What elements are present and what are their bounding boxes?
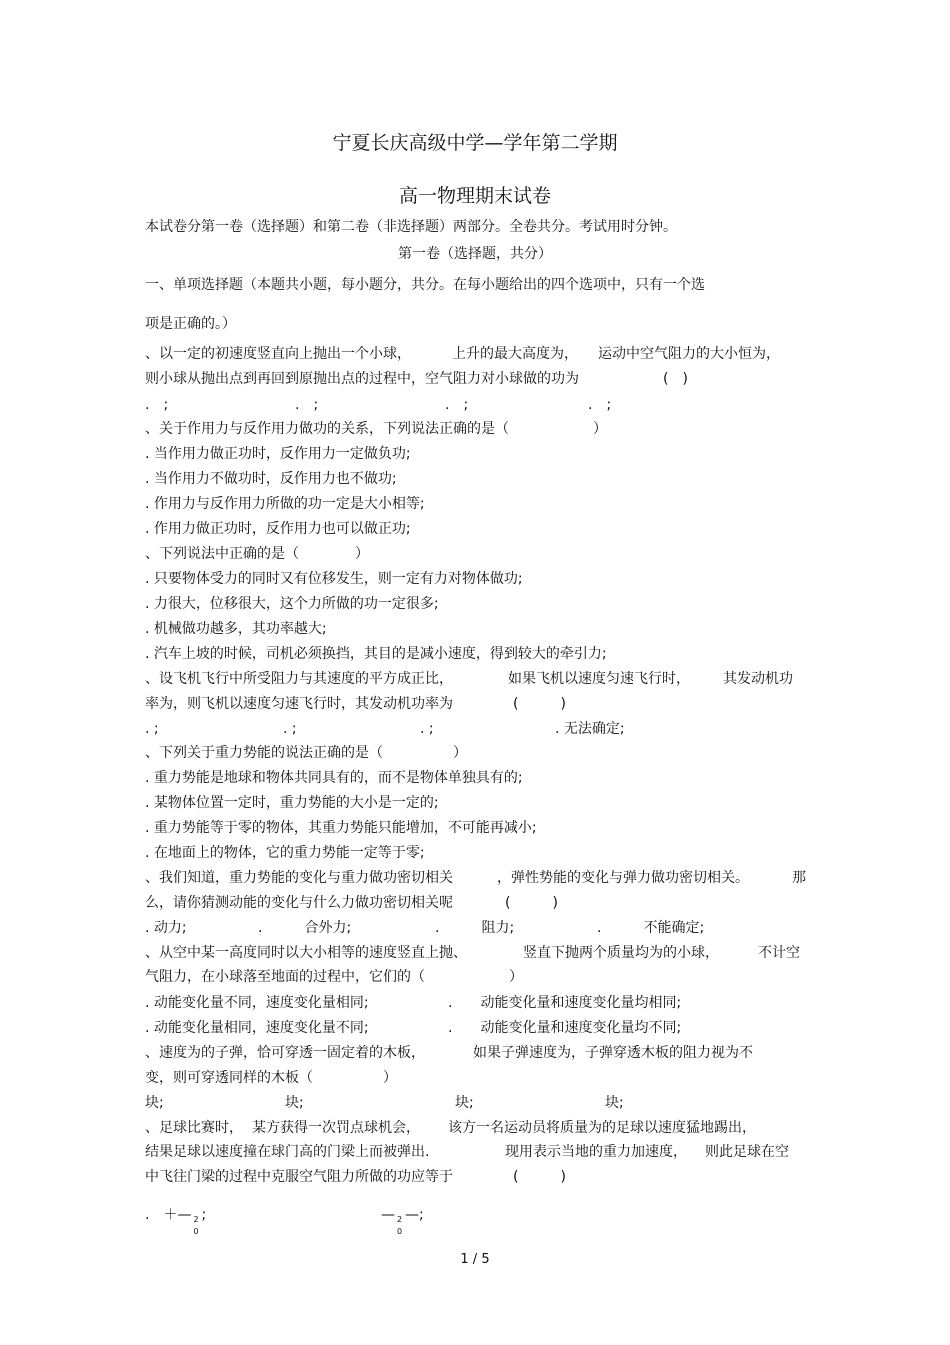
q9-stem-line3 — [145, 1168, 845, 1186]
document-subtitle: 高一物理期末试卷 — [398, 185, 551, 207]
q8-option-c: 块; — [455, 1095, 474, 1111]
q8-option-b: 块; — [285, 1095, 304, 1111]
q4-stem-part: 率为，则飞机以速度匀速飞行时，其发动机功率为 — [145, 696, 453, 712]
q9-option-a-end: ; — [201, 1207, 207, 1223]
q1-option-d: . ; — [588, 397, 612, 413]
q4-stem-part: 、设飞机飞行中所受阻力与其速度的平方成正比， — [145, 671, 453, 687]
q6-stem-part: ，弹性势能的变化与弹力做功密切相关。 — [497, 870, 749, 886]
q7-options-row2 — [145, 1019, 845, 1037]
q7-option-a: . 动能变化量不同，速度变化量相同; — [145, 995, 369, 1011]
q4-stem-line1 — [145, 670, 845, 688]
q6-stem-line2 — [145, 894, 845, 912]
q7-stem-part: 、从空中某一高度同时以大小相等的速度竖直上抛、 — [145, 945, 467, 961]
q8-option-a: 块; — [145, 1095, 164, 1111]
q3-option-a: . 只要物体受力的同时又有位移发生，则一定有力对物体做功; — [145, 571, 523, 587]
q6-option-d: . 不能确定; — [597, 920, 705, 936]
q9-stem-part: 某方获得一次罚点球机会， — [252, 1120, 420, 1136]
q9-stem-part: 结果足球以速度撞在球门高的门梁上而被弹出. — [145, 1144, 430, 1160]
q8-stem-line1 — [145, 1044, 845, 1062]
q7-stem-line2: 气阻力，在小球落至地面的过程中，它们的（ ） — [145, 969, 523, 985]
q6-stem-part: 么，请你猜测动能的变化与什么力做功密切相关呢 — [145, 895, 453, 911]
q4-option-c: . ; — [420, 721, 434, 737]
q2-option-c: . 作用力与反作用力所做的功一定是大小相等; — [145, 496, 425, 512]
q9-stem-part: 该方一名运动员将质量为的足球以速度猛地踢出， — [448, 1120, 756, 1136]
section-heading-line1: 一、单项选择题（本题共小题，每小题分，共分。在每小题给出的四个选项中，只有一个选 — [145, 277, 705, 293]
q3-option-d: . 汽车上坡的时候，司机必须换挡，其目的是减小速度，得到较大的牵引力; — [145, 646, 607, 662]
q7-stem-part: 竖直下抛两个质量均为的小球， — [523, 945, 719, 961]
q1-options — [145, 396, 845, 414]
part-title: 第一卷（选择题，共分） — [398, 246, 552, 262]
q1-option-a: . ; — [145, 397, 169, 413]
q4-answer-bracket: ( ) — [513, 696, 566, 712]
q9-option-a — [145, 1206, 207, 1236]
q4-option-d: . 无法确定; — [555, 721, 625, 737]
q6-stem-part: 那 — [792, 870, 806, 886]
q7-stem-line1 — [145, 944, 845, 962]
q7-option-c: . 动能变化量相同，速度变化量不同; — [145, 1020, 369, 1036]
document-title: 宁夏长庆高级中学—学年第二学期 — [332, 132, 618, 154]
q4-options — [145, 720, 845, 738]
q5-option-d: . 在地面上的物体，它的重力势能一定等于零; — [145, 845, 425, 861]
q1-option-c: . ; — [445, 397, 469, 413]
q1-stem-line1 — [145, 345, 845, 363]
q2-stem: 、关于作用力与反作用力做功的关系，下列说法正确的是（ ） — [145, 421, 607, 437]
q6-stem-part: 、我们知道，重力势能的变化与重力做功密切相关 — [145, 870, 453, 886]
subscript-0: 0 — [193, 1227, 199, 1236]
q5-option-b: . 某物体位置一定时，重力势能的大小是一定的; — [145, 795, 439, 811]
q1-stem-part: 运动中空气阻力的大小恒为， — [598, 346, 780, 362]
q1-stem-line2 — [145, 370, 845, 388]
q9-stem-part: 中飞往门梁的过程中克服空气阻力所做的功应等于 — [145, 1169, 453, 1185]
q9-stem-part: 则此足球在空 — [705, 1144, 789, 1160]
q9-stem-part: 、足球比赛时， — [145, 1120, 243, 1136]
q6-option-b: . 合外力; — [258, 920, 352, 936]
q2-option-b: . 当作用力不做功时，反作用力也不做功; — [145, 471, 397, 487]
q6-options — [145, 919, 845, 937]
subscript-0: 0 — [397, 1227, 403, 1236]
q6-answer-bracket: ( ) — [505, 895, 558, 911]
q3-option-c: . 机械做功越多，其功率越大; — [145, 621, 327, 637]
q1-answer-bracket: ( ) — [663, 371, 688, 387]
q9-options — [145, 1206, 845, 1236]
q4-stem-part: 其发动机功 — [723, 671, 793, 687]
q8-option-d: 块; — [605, 1095, 624, 1111]
q9-stem-line2 — [145, 1143, 845, 1161]
intro-text: 本试卷分第一卷（选择题）和第二卷（非选择题）两部分。全卷共分。考试用时分钟。 — [145, 219, 677, 235]
q9-option-b — [381, 1206, 424, 1236]
q5-option-c: . 重力势能等于零的物体，其重力势能只能增加，不可能再减小; — [145, 820, 537, 836]
q6-stem-line1 — [145, 869, 845, 887]
q7-option-d: . 动能变化量和速度变化量均不同; — [448, 1020, 682, 1036]
q9-stem-part: 现用表示当地的重力加速度， — [505, 1144, 687, 1160]
q8-stem-part: 、速度为的子弹，恰可穿透一固定着的木板， — [145, 1045, 425, 1061]
q5-option-a: . 重力势能是地球和物体共同具有的，而不是物体单独具有的; — [145, 770, 523, 786]
q4-option-b: . ; — [283, 721, 297, 737]
q2-option-a: . 当作用力做正功时，反作用力一定做负功; — [145, 446, 411, 462]
q7-stem-part: 不计空 — [758, 945, 800, 961]
q4-option-a: . ; — [145, 721, 159, 737]
q1-option-b: . ; — [295, 397, 319, 413]
q9-stem-line1 — [145, 1119, 845, 1137]
q1-stem-part: 上升的最大高度为， — [452, 346, 578, 362]
q8-stem-line2: 变，则可穿透同样的木板（ ） — [145, 1070, 397, 1086]
q1-stem-part: 则小球从抛出点到再回到原抛出点的过程中，空气阻力对小球做的功为 — [145, 371, 579, 387]
q9-option-b-text: — — [381, 1207, 395, 1223]
q1-stem-part: 、以一定的初速度竖直向上抛出一个小球， — [145, 346, 411, 362]
q8-options — [145, 1094, 845, 1112]
q9-option-b-end: —; — [405, 1207, 424, 1223]
q4-stem-part: 如果飞机以速度匀速飞行时， — [508, 671, 690, 687]
q9-option-a-text: . ＋— — [145, 1207, 192, 1223]
q8-stem-part: 如果子弹速度为，子弹穿透木板的阻力视为不 — [473, 1045, 753, 1061]
q3-option-b: . 力很大，位移很大，这个力所做的功一定很多; — [145, 596, 439, 612]
q6-option-a: . 动力; — [145, 920, 187, 936]
q9-answer-bracket: ( ) — [513, 1169, 566, 1185]
q3-stem: 、下列说法中正确的是（ ） — [145, 546, 369, 562]
q2-option-d: . 作用力做正功时，反作用力也可以做正功; — [145, 521, 411, 537]
page-number: 1 / 5 — [460, 1252, 490, 1267]
superscript-2: 2 — [397, 1215, 403, 1224]
superscript-2: 2 — [193, 1215, 199, 1224]
q5-stem: 、下列关于重力势能的说法正确的是（ ） — [145, 745, 467, 761]
q4-stem-line2 — [145, 695, 845, 713]
q7-option-b: . 动能变化量和速度变化量均相同; — [448, 995, 682, 1011]
section-heading-line2: 项是正确的。） — [145, 316, 236, 332]
q6-option-c: . 阻力; — [435, 920, 515, 936]
q7-options-row1 — [145, 994, 845, 1012]
